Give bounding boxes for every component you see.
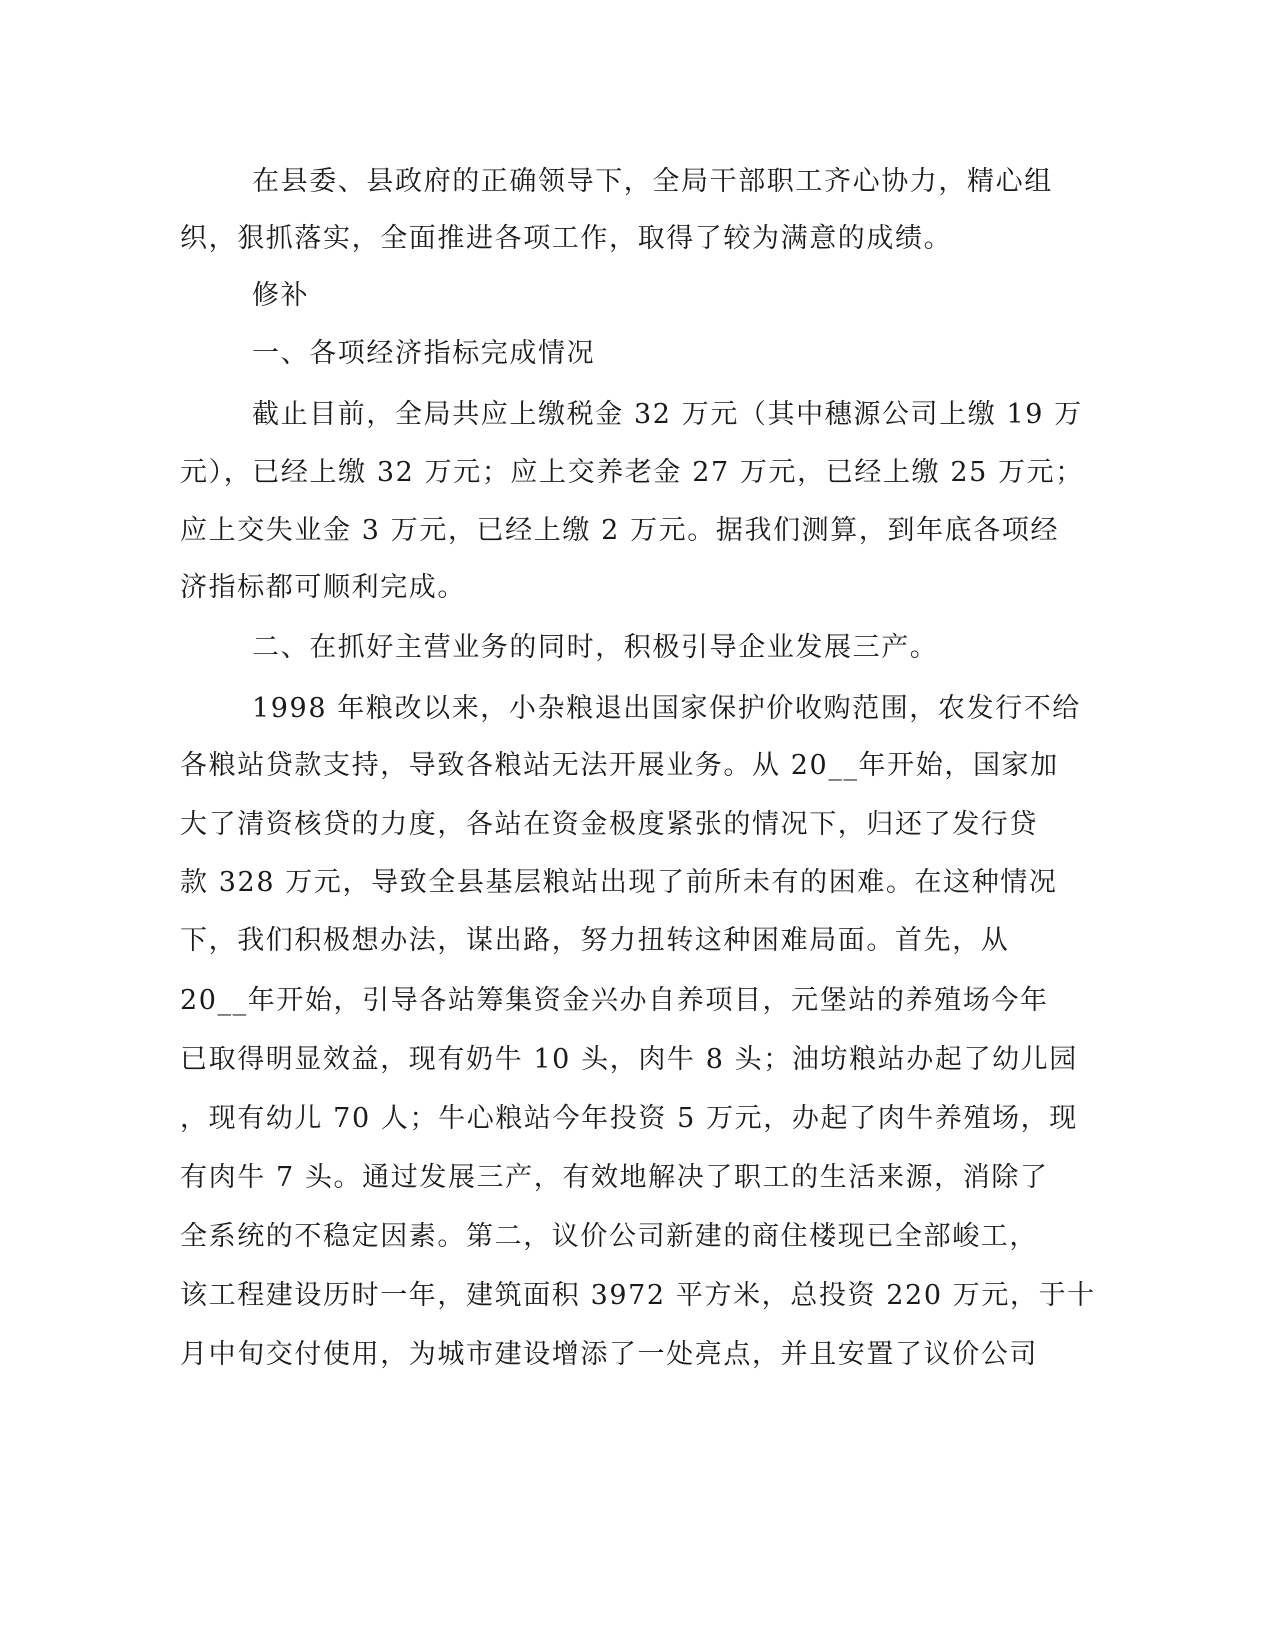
paragraph-line: 织，狠抓落实，全面推进各项工作，取得了较为满意的成绩。 bbox=[180, 223, 953, 254]
paragraph-line: 元），已经上缴 32 万元；应上交养老金 27 万元，已经上缴 25 万元； bbox=[180, 457, 1084, 488]
paragraph-line: 各粮站贷款支持，导致各粮站无法开展业务。从 20__年开始，国家加 bbox=[180, 750, 1059, 781]
section-heading: 二、在抓好主营业务的同时，积极引导企业发展三产。 bbox=[252, 632, 939, 663]
section-heading: 一、各项经济指标完成情况 bbox=[252, 338, 596, 369]
paragraph-line: 款 328 万元，导致全县基层粮站出现了前所未有的困难。在这种情况 bbox=[180, 867, 1058, 898]
paragraph-line: 应上交失业金 3 万元，已经上缴 2 万元。据我们测算，到年底各项经 bbox=[180, 515, 1060, 546]
paragraph-line: 20__年开始，引导各站筹集资金兴办自养项目，元堡站的养殖场今年 bbox=[180, 985, 1049, 1016]
paragraph-line: 该工程建设历时一年，建筑面积 3972 平方米，总投资 220 万元，于十 bbox=[180, 1280, 1096, 1311]
paragraph-line: 已取得明显效益，现有奶牛 10 头，肉牛 8 头；油坊粮站办起了幼儿园 bbox=[180, 1044, 1078, 1075]
paragraph-line: 济指标都可顺利完成。 bbox=[180, 572, 466, 603]
paragraph-line: ，现有幼儿 70 人；牛心粮站今年投资 5 万元，办起了肉牛养殖场，现 bbox=[180, 1103, 1078, 1134]
paragraph-line: 截止目前，全局共应上缴税金 32 万元（其中穗源公司上缴 19 万 bbox=[252, 399, 1083, 430]
paragraph-line: 下，我们积极想办法，谋出路，努力扭转这种困难局面。首先，从 bbox=[180, 925, 1010, 956]
paragraph-line: 大了清资核贷的力度，各站在资金极度紧张的情况下，归还了发行贷 bbox=[180, 809, 1038, 840]
paragraph-line: 有肉牛 7 头。通过发展三产，有效地解决了职工的生活来源，消除了 bbox=[180, 1162, 1049, 1193]
section-label: 修补 bbox=[252, 280, 310, 311]
paragraph-line: 月中旬交付使用，为城市建设增添了一处亮点，并且安置了议价公司 bbox=[180, 1339, 1038, 1370]
paragraph-line: 在县委、县政府的正确领导下，全局干部职工齐心协力，精心组 bbox=[252, 166, 1053, 197]
paragraph-line: 1998 年粮改以来，小杂粮退出国家保护价收购范围，农发行不给 bbox=[252, 693, 1081, 724]
paragraph-line: 全系统的不稳定因素。第二，议价公司新建的商住楼现已全部峻工， bbox=[180, 1221, 1038, 1252]
